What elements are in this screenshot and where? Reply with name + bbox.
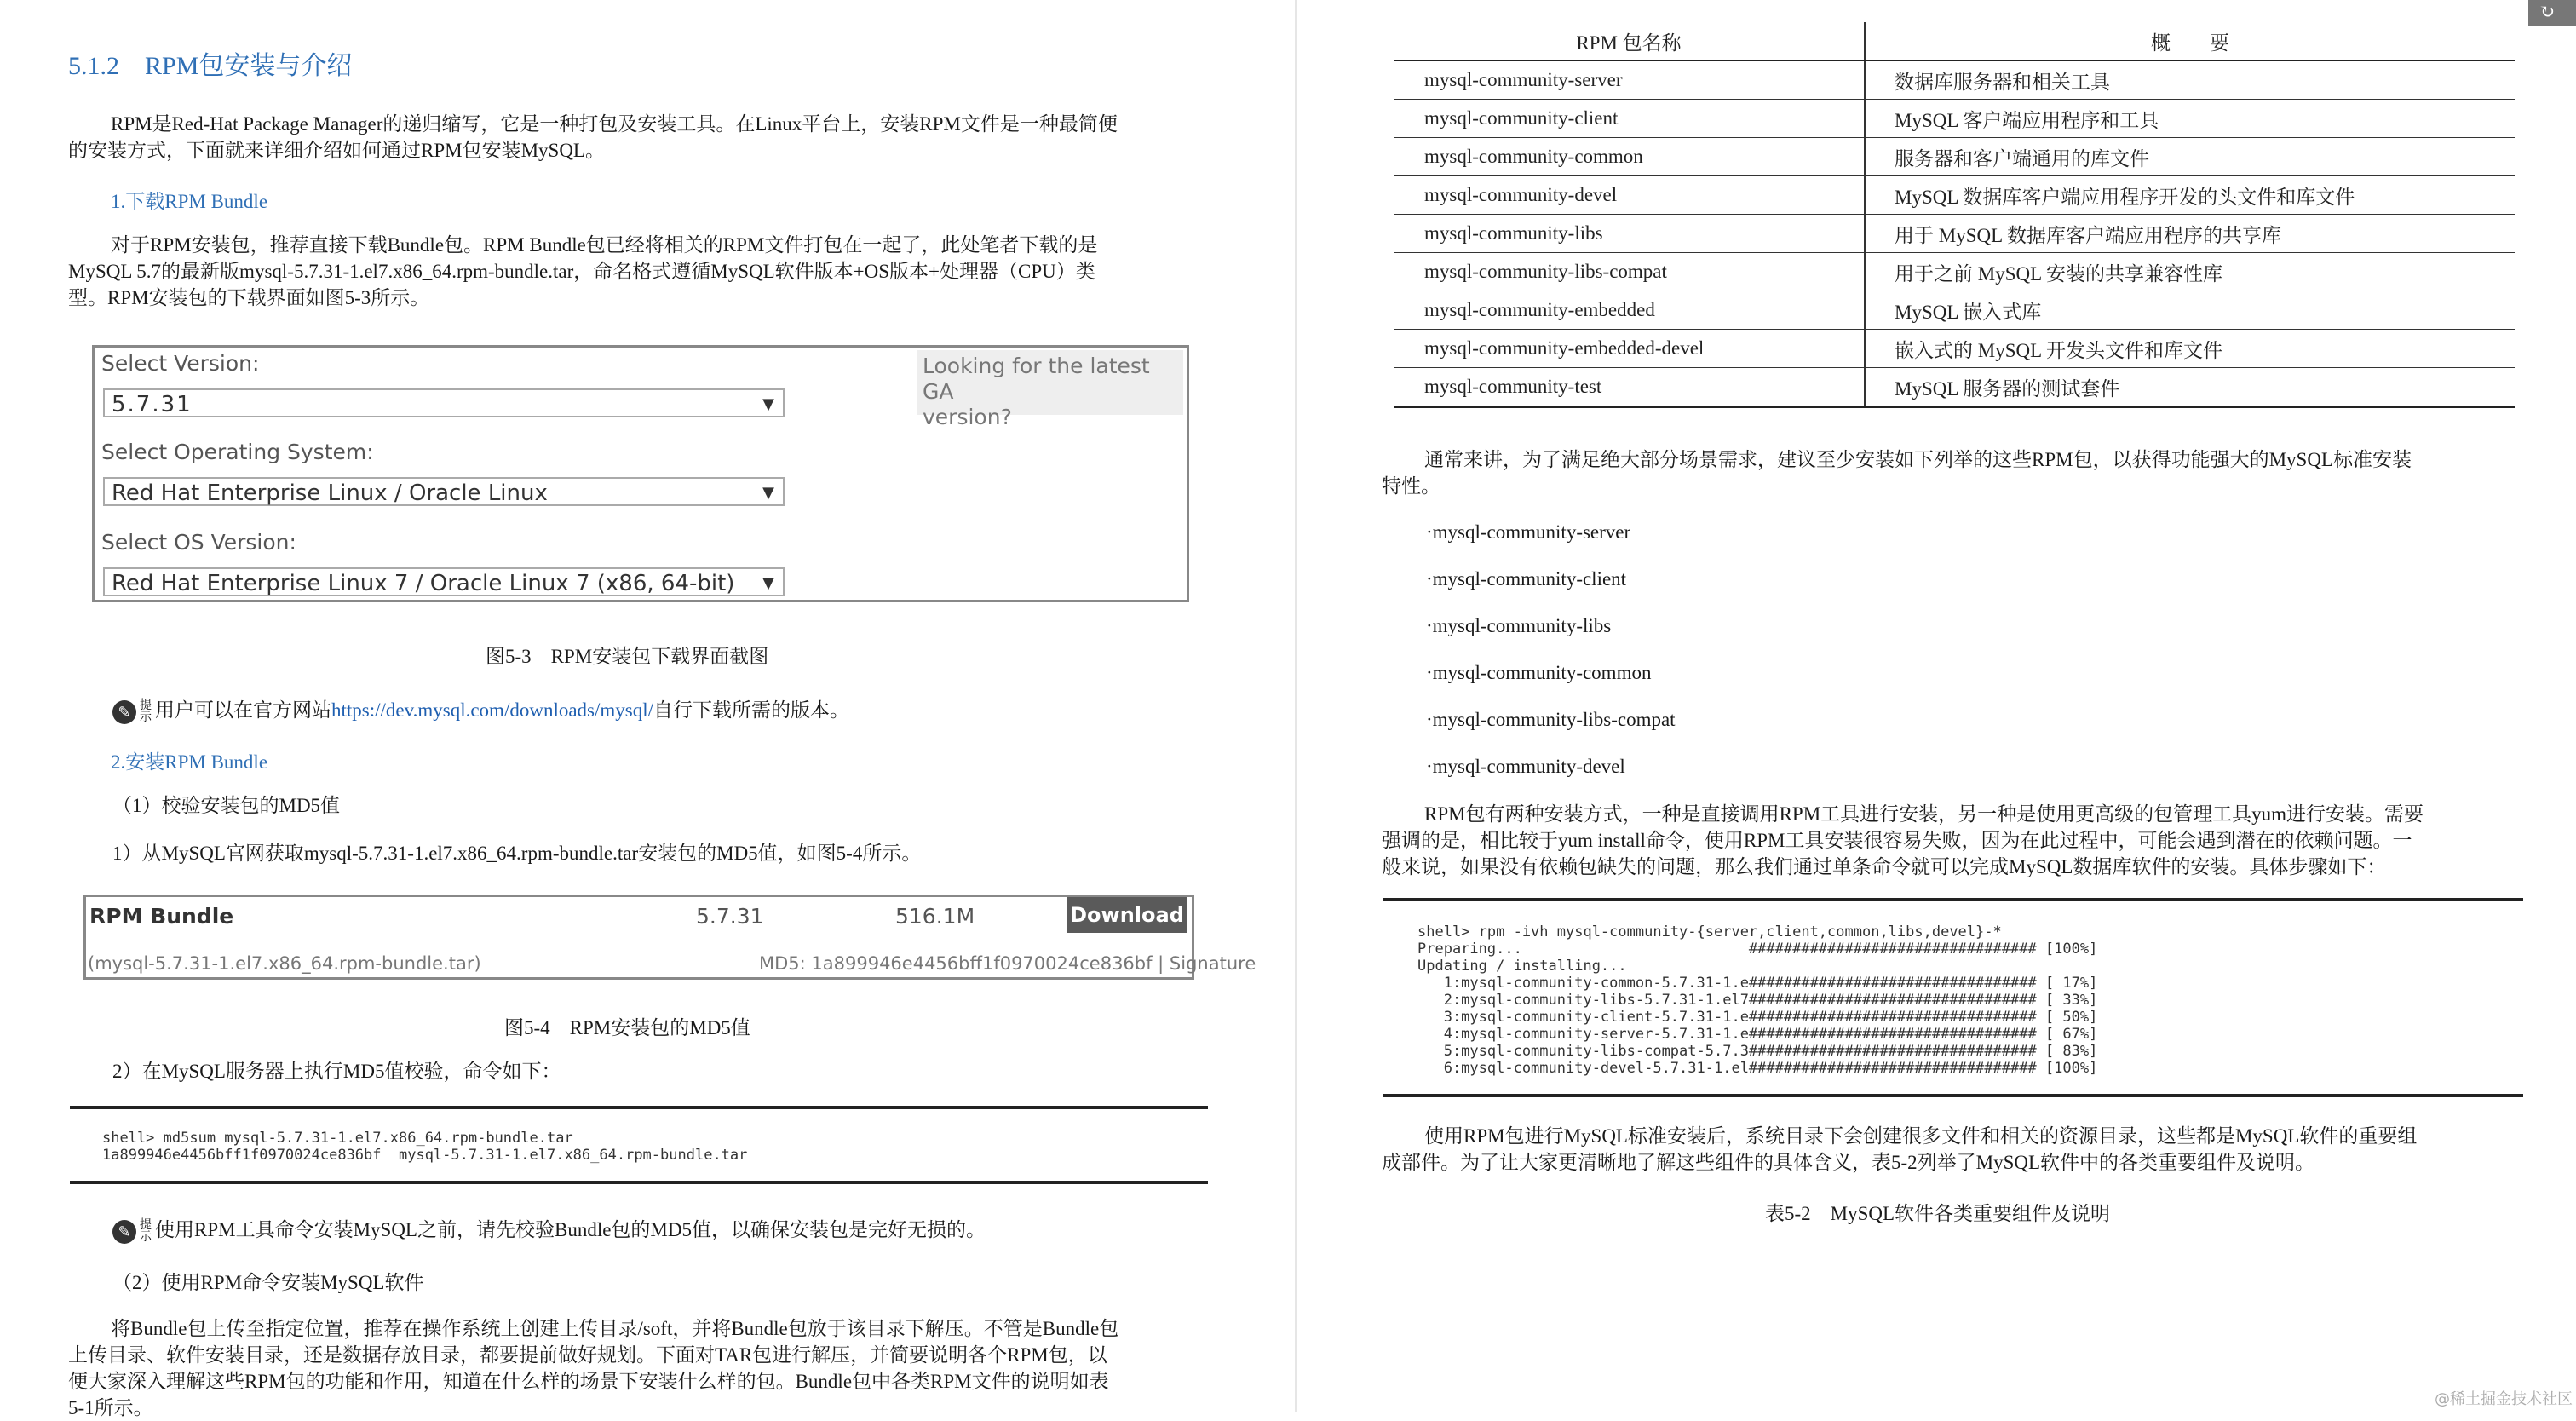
upload-line: 上传目录、软件安装目录，还是数据存放目录，都要提前做好规划。下面对TAR包进行解压，并简要说明各个RPM包，以: [68, 1344, 1107, 1366]
step-install-rpm: （2）使用RPM命令安装MySQL软件: [112, 1272, 424, 1293]
refresh-icon[interactable]: ↻: [2539, 1, 2556, 22]
bundle-md5: MD5: 1a899946e4456bff1f0970024ce836bf | Signature: [759, 953, 1256, 974]
intro-paragraph: [68, 111, 1261, 164]
package-name: mysql-community-test: [1394, 368, 1865, 407]
latest-ga-notice[interactable]: [917, 350, 1183, 429]
watermark: @稀土掘金技术社区: [2435, 1390, 2573, 1408]
upload-paragraph: [68, 1315, 1261, 1421]
package-summary: 嵌入式的 MySQL 开发头文件和库文件: [1865, 330, 2515, 368]
rpm-bundle-download-row: [83, 895, 1256, 980]
table-row: [1394, 253, 2515, 291]
select-os-version-label: Select OS Version:: [101, 530, 296, 555]
os-version-select-value: Red Hat Enterprise Linux 7 / Oracle Linux 7 (x86, 64-bit): [112, 571, 735, 596]
components-line: 成部件。为了让大家更清晰地了解这些组件的具体含义，表5-2列举了MySQL软件中的各类重要组件及说明。: [1382, 1152, 2315, 1173]
table-header-row: [1394, 22, 2515, 60]
rpm-install-code-block: shell> rpm -ivh mysql-community-{server,client,common,libs,devel}-* Preparing... ################################# [100%] Updating / installing... 1:mysql-community-common-5.7.31-1.e################################# [ 17%] 2:mysql-community-libs-5.7.31-1.el7################################# [ 33%] 3:mysql-community-client-5.7.31-1.e################################# [ 50%] 4:mysql-community-server-5.7.31-1.e################################# [ 67%] 5:mysql-community-libs-compat-5.7.3################################# [ 83%] 6:mysql-community-devel-5.7.31-1.el################################# [100%]: [1417, 923, 2098, 1077]
subheading-install: 2.安装RPM Bundle: [111, 751, 268, 773]
table-row: [1394, 176, 2515, 215]
subheading-download: 1.下载RPM Bundle: [111, 191, 268, 212]
install-methods-line: RPM包有两种安装方式，一种是直接调用RPM工具进行安装，另一种是使用更高级的包管理工具yum进行安装。需要: [1424, 803, 2424, 825]
right-page: [1298, 0, 2576, 1412]
list-item: ·mysql-community-devel: [1426, 756, 1625, 777]
table-row: [1394, 215, 2515, 253]
tip-verify-before-install: [112, 1217, 986, 1244]
bundle-name: RPM Bundle: [89, 904, 234, 929]
select-os-label: Select Operating System:: [101, 440, 374, 464]
tip-official-site: [112, 697, 849, 724]
package-summary: 服务器和客户端通用的库文件: [1865, 138, 2515, 176]
package-summary: 数据库服务器和相关工具: [1865, 60, 2515, 100]
list-item: ·mysql-community-server: [1426, 521, 1631, 543]
table-header: 概 要: [1865, 22, 2515, 60]
dropdown-arrow-icon: ▼: [762, 484, 774, 502]
dropdown-arrow-icon: ▼: [762, 395, 774, 413]
table-header: RPM 包名称: [1394, 22, 1865, 60]
recommended-paragraph: [1382, 446, 2557, 499]
mysql-downloads-link[interactable]: https://dev.mysql.com/downloads/mysql/: [331, 699, 654, 721]
version-select-value: 5.7.31: [112, 392, 193, 417]
bundle-size: 516.1M: [895, 904, 975, 929]
recommended-line: 通常来讲，为了满足绝大部分场景需求，建议至少安装如下列举的这些RPM包，以获得功能强大的MySQL标准安装: [1424, 449, 2412, 470]
package-name: mysql-community-libs-compat: [1394, 253, 1865, 291]
table-row: [1394, 138, 2515, 176]
package-name: mysql-community-server: [1394, 60, 1865, 100]
ga-line: version?: [923, 405, 1012, 429]
tip-text: 自行下载所需的版本。: [653, 699, 850, 721]
version-select[interactable]: [103, 388, 785, 417]
install-methods-line: 般来说，如果没有依赖包缺失的问题，那么我们通过单条命令就可以完成MySQL数据库软件的安装。具体步骤如下：: [1382, 856, 2387, 877]
page-divider: [1295, 0, 1297, 1412]
bundle-filename: (mysql-5.7.31-1.el7.x86_64.rpm-bundle.tar): [88, 953, 481, 974]
md5sum-code-block: shell> md5sum mysql-5.7.31-1.el7.x86_64.rpm-bundle.tar 1a899946e4456bff1f0970024ce836bf mysql-5.7.31-1.el7.x86_64.rpm-bundle.tar: [102, 1130, 748, 1164]
list-item: ·mysql-community-libs: [1426, 615, 1612, 636]
components-paragraph: [1382, 1123, 2566, 1176]
tip-text: 使用RPM工具命令安装MySQL之前，请先校验Bundle包的MD5值，以确保安装包是完好无损的。: [155, 1219, 986, 1240]
download-paragraph: [68, 232, 1261, 311]
download-button[interactable]: Download: [1067, 897, 1187, 933]
step-verify-md5: （1）校验安装包的MD5值: [112, 795, 341, 816]
package-name: mysql-community-client: [1394, 100, 1865, 138]
intro-line: 的安装方式，下面就来详细介绍如何通过RPM包安装MySQL。: [68, 140, 605, 161]
tip-label: 提示: [140, 699, 152, 724]
package-name: mysql-community-devel: [1394, 176, 1865, 215]
pencil-tip-icon: ✎: [112, 700, 136, 724]
package-summary: 用于 MySQL 数据库客户端应用程序的共享库: [1865, 215, 2515, 253]
table-row: [1394, 291, 2515, 330]
components-line: 使用RPM包进行MySQL标准安装后，系统目录下会创建很多文件和相关的资源目录，这些都是MySQL软件的重要组: [1424, 1125, 2418, 1147]
table-row: [1394, 330, 2515, 368]
install-methods-paragraph: [1382, 801, 2566, 880]
package-summary: MySQL 客户端应用程序和工具: [1865, 100, 2515, 138]
code-block-bottom-rule: [70, 1181, 1208, 1184]
list-item: ·mysql-community-common: [1426, 662, 1652, 683]
package-name: mysql-community-embedded-devel: [1394, 330, 1865, 368]
upload-line: 5-1所示。: [68, 1397, 153, 1418]
tip-label: 提示: [140, 1218, 152, 1244]
figure-5-3-caption: 图5-3 RPM安装包下载界面截图: [486, 646, 769, 667]
list-item: ·mysql-community-client: [1426, 568, 1627, 590]
install-methods-line: 强调的是，相比较于yum install命令，使用RPM工具安装很容易失败，因为在此过程中，可能会遇到潜在的依赖问题。一: [1382, 830, 2412, 851]
table-row: [1394, 100, 2515, 138]
package-name: mysql-community-common: [1394, 138, 1865, 176]
code-block-top-rule: [1383, 898, 2523, 901]
intro-line: RPM是Red-Hat Package Manager的递归缩写，它是一种打包及安装工具。在Linux平台上，安装RPM文件是一种最简便: [111, 113, 1118, 135]
table-5-2-caption: 表5-2 MySQL软件各类重要组件及说明: [1765, 1203, 2111, 1224]
code-block-top-rule: [70, 1106, 1208, 1109]
package-summary: MySQL 嵌入式库: [1865, 291, 2515, 330]
download-line: 型。RPM安装包的下载界面如图5-3所示。: [68, 287, 430, 308]
figure-5-4-caption: 图5-4 RPM安装包的MD5值: [504, 1017, 750, 1038]
os-version-select[interactable]: [103, 567, 785, 596]
download-line: 对于RPM安装包，推荐直接下载Bundle包。RPM Bundle包已经将相关的RPM文件打包在一起了，此处笔者下载的是: [111, 234, 1098, 256]
package-summary: 用于之前 MySQL 安装的共享兼容性库: [1865, 253, 2515, 291]
list-item: ·mysql-community-libs-compat: [1426, 709, 1676, 730]
dropdown-arrow-icon: ▼: [762, 574, 774, 592]
pencil-tip-icon: ✎: [112, 1220, 136, 1244]
package-name: mysql-community-libs: [1394, 215, 1865, 253]
download-line: MySQL 5.7的最新版mysql-5.7.31-1.el7.x86_64.rpm-bundle.tar，命名格式遵循MySQL软件版本+OS版本+处理器（CPU）类: [68, 261, 1095, 282]
ga-line: Looking for the latest GA: [923, 354, 1150, 404]
table-row: [1394, 60, 2515, 100]
download-page-screenshot: [92, 345, 1189, 602]
recommended-line: 特性。: [1382, 475, 1440, 497]
step-get-md5: 1）从MySQL官网获取mysql-5.7.31-1.el7.x86_64.rpm-bundle.tar安装包的MD5值，如图5-4所示。: [112, 843, 922, 864]
select-version-label: Select Version:: [101, 351, 260, 376]
upload-line: 将Bundle包上传至指定位置，推荐在操作系统上创建上传目录/soft，并将Bundle包放于该目录下解压。不管是Bundle包: [111, 1318, 1119, 1339]
section-heading: 5.1.2 RPM包安装与介绍: [68, 52, 353, 80]
upload-line: 便大家深入理解这些RPM包的功能和作用，知道在什么样的场景下安装什么样的包。Bundle包中各类RPM文件的说明如表: [68, 1371, 1109, 1392]
rpm-package-table: [1394, 22, 2515, 408]
table-row: [1394, 368, 2515, 407]
step-run-md5: 2）在MySQL服务器上执行MD5值校验，命令如下：: [112, 1061, 561, 1082]
bundle-version: 5.7.31: [696, 904, 764, 929]
os-select-value: Red Hat Enterprise Linux / Oracle Linux: [112, 480, 548, 506]
package-summary: MySQL 数据库客户端应用程序开发的头文件和库文件: [1865, 176, 2515, 215]
package-name: mysql-community-embedded: [1394, 291, 1865, 330]
package-summary: MySQL 服务器的测试套件: [1865, 368, 2515, 407]
code-block-bottom-rule: [1383, 1094, 2523, 1097]
tip-text: 用户可以在官方网站: [155, 699, 331, 721]
os-select[interactable]: [103, 477, 785, 506]
